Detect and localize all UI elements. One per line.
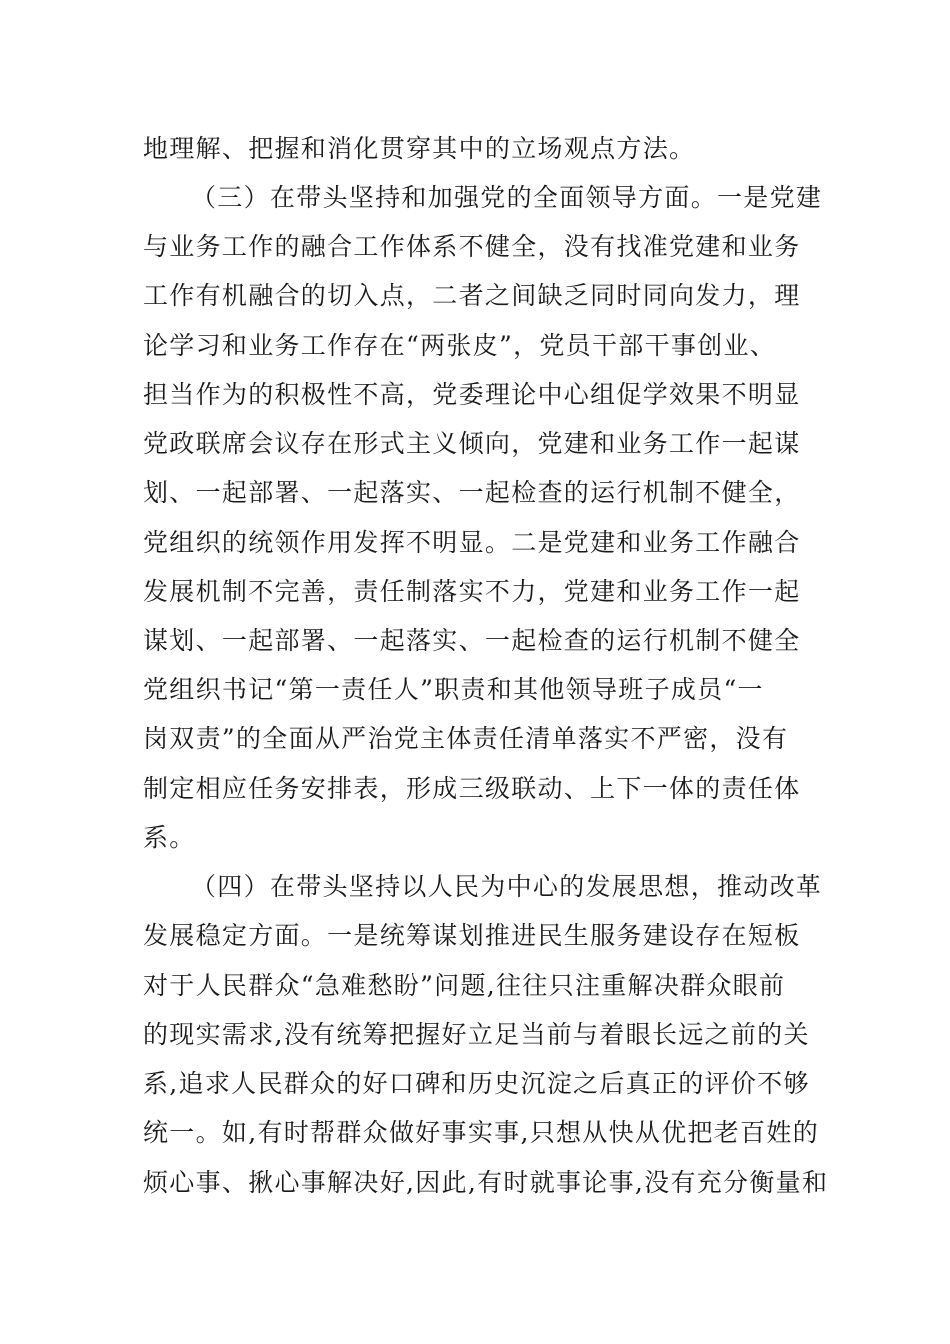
paragraph-line: 系,追求人民群众的好口碑和历史沉淀之后真正的评价不够 bbox=[143, 1069, 810, 1098]
paragraph-line: 党组织的统领作用发挥不明显。二是党建和业务工作融合 bbox=[143, 528, 801, 557]
paragraph-line: 工作有机融合的切入点，二者之间缺乏同时同向发力，理 bbox=[143, 281, 801, 310]
paragraph-line: 系。 bbox=[143, 823, 196, 852]
paragraph-line: 发展机制不完善，责任制落实不力，党建和业务工作一起 bbox=[143, 577, 801, 606]
paragraph-line: 制定相应任务安排表，形成三级联动、上下一体的责任体 bbox=[143, 774, 801, 803]
paragraph-line: 论学习和业务工作存在“两张皮”，党员干部干事创业、 bbox=[143, 331, 777, 360]
paragraph-line: 岗双责”的全面从严治党主体责任清单落实不严密，没有 bbox=[143, 724, 789, 753]
section-three-heading-line: （三）在带头坚持和加强党的全面领导方面。一是党建 bbox=[191, 183, 823, 212]
paragraph-line: 党政联席会议存在形式主义倾向，党建和业务工作一起谋 bbox=[143, 429, 801, 458]
paragraph-line: 烦心事、揪心事解决好,因此,有时就事论事,没有充分衡量和 bbox=[143, 1168, 829, 1197]
paragraph-line: 担当作为的积极性不高，党委理论中心组促学效果不明显 bbox=[143, 380, 801, 409]
paragraph-line: 地理解、把握和消化贯穿其中的立场观点方法。 bbox=[143, 134, 696, 163]
paragraph-line: 与业务工作的融合工作体系不健全，没有找准党建和业务 bbox=[143, 232, 801, 261]
paragraph-line: 对于人民群众“急难愁盼”问题,往往只注重解决群众眼前 bbox=[143, 971, 786, 1000]
section-four-heading-line: （四）在带头坚持以人民为中心的发展思想，推动改革 bbox=[191, 872, 823, 901]
paragraph-line: 的现实需求,没有统筹把握好立足当前与着眼长远之前的关 bbox=[143, 1020, 810, 1049]
paragraph-line: 统一。如,有时帮群众做好事实事,只想从快从优把老百姓的 bbox=[143, 1118, 819, 1147]
paragraph-line: 发展稳定方面。一是统筹谋划推进民生服务建设存在短板 bbox=[143, 921, 801, 950]
paragraph-line: 划、一起部署、一起落实、一起检查的运行机制不健全， bbox=[143, 478, 801, 507]
paragraph-line: 党组织书记“第一责任人”职责和其他领导班子成员“一 bbox=[143, 675, 764, 704]
paragraph-line: 谋划、一起部署、一起落实、一起检查的运行机制不健全 bbox=[143, 626, 801, 655]
